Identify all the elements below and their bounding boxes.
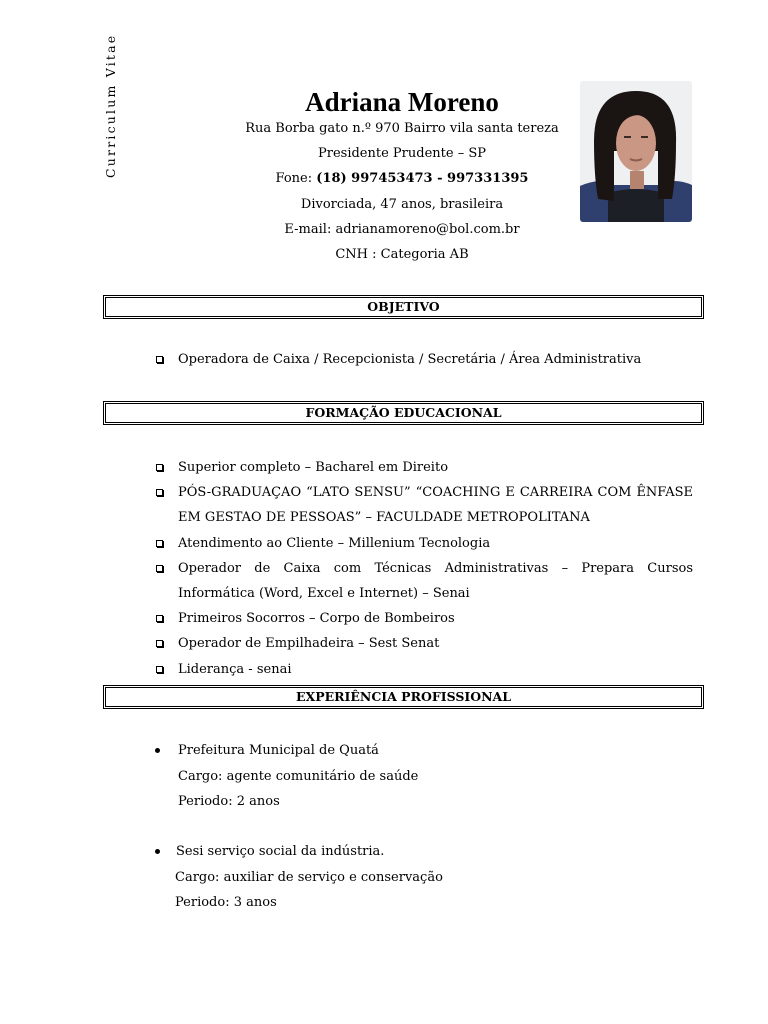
license-line: CNH : Categoria AB [335,246,469,262]
section-title: EXPERIÊNCIA PROFISSIONAL [105,687,702,707]
list-item [155,606,693,631]
job-entry [155,738,418,815]
list-item-text: Liderança - senai [178,661,292,677]
city-line: Presidente Prudente – SP [318,146,486,162]
list-item-text: Superior completo – Bacharel em Direito [178,460,449,475]
job-period: Periodo: 2 anos [178,794,280,809]
section-title: OBJETIVO [105,297,702,317]
round-bullet-icon [155,748,160,753]
square-bullet-icon [156,615,163,622]
square-bullet-icon [156,640,163,647]
list-item [155,556,693,606]
job-period: Periodo: 3 anos [175,895,277,910]
job-employer: Prefeitura Municipal de Quatá [178,743,379,758]
list-item-text: Atendimento ao Cliente – Millenium Tecnologia [178,535,491,551]
list-item-text: Operadora de Caixa / Recepcionista / Secretária / Área Administrativa [178,352,642,367]
curriculum-vitae-side-label: Curriculum Vitae [103,33,118,178]
personal-info-line: Divorciada, 47 anos, brasileira [300,196,504,212]
job-employer: Sesi serviço social da indústria. [176,844,385,859]
formacao-list [155,455,693,682]
square-bullet-icon [156,464,163,471]
profile-photo [580,81,692,222]
list-item [155,455,693,480]
square-bullet-icon [156,356,163,363]
list-item [155,531,693,556]
section-header-experiencia [103,685,704,709]
phone-value: (18) 997453473 - 997331395 [316,171,529,187]
square-bullet-icon [156,666,163,673]
square-bullet-icon [156,540,163,547]
email-line: E-mail: adrianamoreno@bol.com.br [284,221,520,237]
candidate-name: Adriana Moreno [305,87,499,117]
square-bullet-icon [156,565,163,572]
phone-label: Fone: [275,171,313,187]
round-bullet-icon [155,849,160,854]
job-entry [155,839,443,916]
phone-line [202,166,602,191]
list-item [155,631,693,656]
job-role: Cargo: auxiliar de serviço e conservação [175,869,443,885]
list-item-text: Operador de Empilhadeira – Sest Senat [178,636,440,652]
job-role: Cargo: agente comunitário de saúde [178,768,419,784]
portrait-image [580,81,692,222]
contact-block [202,116,602,267]
list-item-text: Operador de Caixa com Técnicas Administrativas – Prepara Cursos Informática (Word, Excel e Internet) – Senai [178,560,693,602]
section-header-formacao [103,401,704,425]
list-item-text: PÓS-GRADUAÇAO “LATO SENSU” “COACHING E CARREIRA COM ÊNFASE EM GESTAO DE PESSOAS” – FACULDADE METROPOLITANA [178,485,693,526]
list-item-text: Primeiros Socorros – Corpo de Bombeiros [178,611,455,627]
address-line: Rua Borba gato n.º 970 Bairro vila santa tereza [245,121,559,136]
square-bullet-icon [156,489,163,496]
list-item [155,347,693,372]
objetivo-list [155,347,693,372]
list-item [155,480,693,530]
section-title: FORMAÇÃO EDUCACIONAL [105,403,702,423]
section-header-objetivo [103,295,704,319]
list-item [155,657,693,682]
